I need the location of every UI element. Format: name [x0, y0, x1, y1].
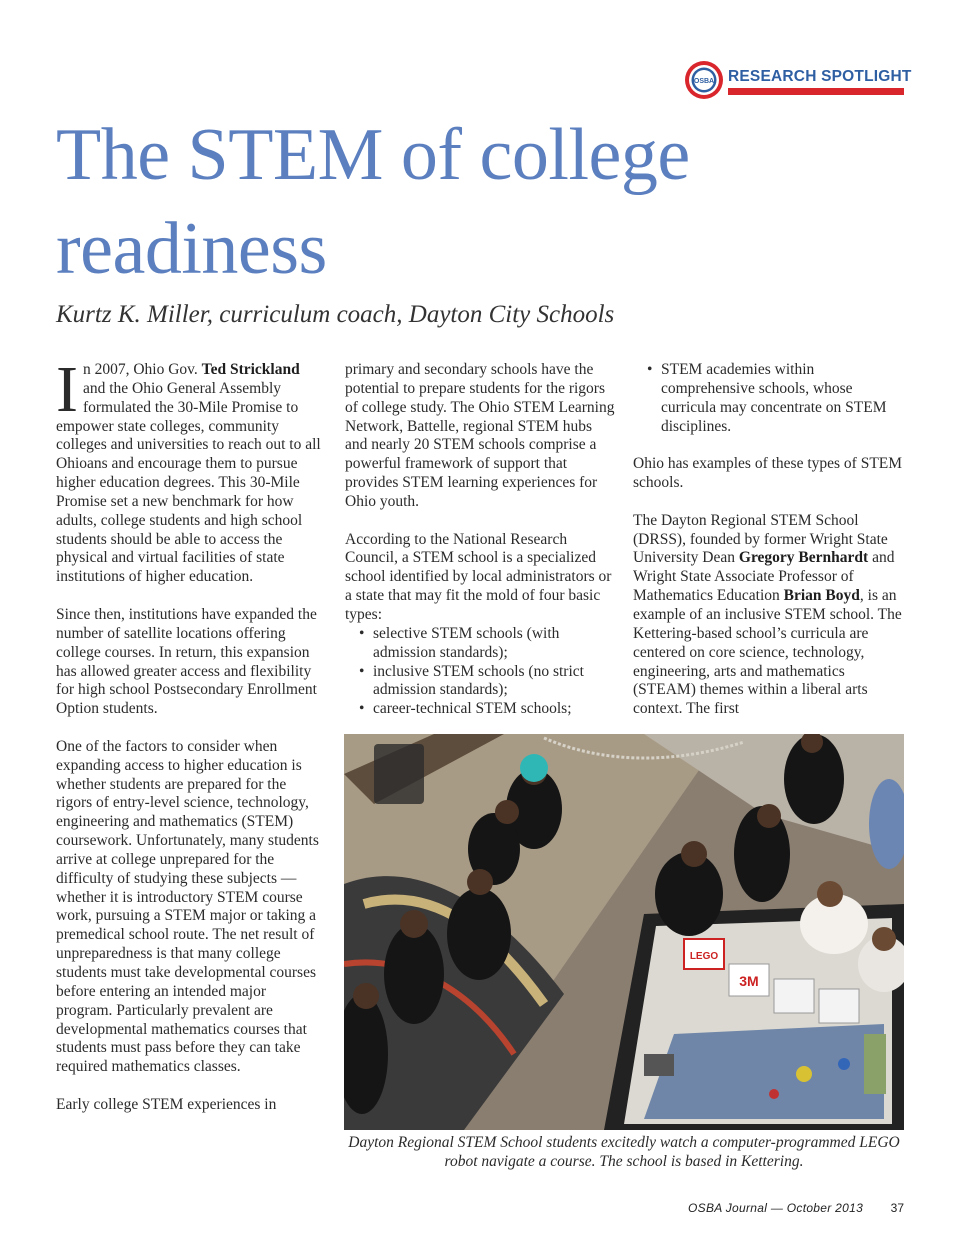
- stem-types-list-continued: [633, 361, 908, 436]
- paragraph-2: Since then, institutions have expanded the number of satellite locations offering college courses. In return, this expansion has allowed greater access and flexibility for high school Postsecondary Enrollment Option students.: [56, 605, 317, 718]
- paragraph-3: One of the factors to consider when expanding access to higher education is whether students are prepared for the rigors of entry-level science, technology, engineering and mathematics (STEM) coursework. Unfortunately, many students arrive at college unprepared for the difficulty of studying these subjects — whether it is introductory STEM course work, pursuing a STEM major or taking a premedical school route. The net result of unpreparedness is that many college students must take developmental courses before entering an intended major program. Particularly prevalent are developmental mathematics courses that students must pass before they can take required mathematics classes.: [56, 737, 319, 1076]
- list-item: • inclusive STEM schools (no strict admission standards);: [359, 663, 617, 701]
- paragraph-1-text-a: n 2007, Ohio Gov.: [82, 361, 202, 378]
- students-watching-robot-photo: [344, 734, 904, 1130]
- list-item: • career-technical STEM schools;: [359, 700, 617, 719]
- byline: Kurtz K. Miller, curriculum coach, Dayton City Schools: [56, 301, 615, 328]
- osba-seal-logo: [684, 60, 724, 100]
- column-3: [633, 361, 908, 738]
- column-1: [56, 353, 322, 1134]
- drop-cap: I: [56, 353, 78, 426]
- paragraph-7: Ohio has examples of these types of STEM schools.: [633, 455, 903, 492]
- paragraph-1: [56, 353, 322, 587]
- 3m-sign: 3M: [739, 973, 759, 989]
- name-ted-strickland: Ted Strickland: [201, 361, 300, 378]
- paragraph-5: primary and secondary schools have the potential to prepare students for the rigors of college study. The Ohio STEM Learning Network, Battelle, regional STEM hubs and nearly 20 STEM schools comprise a powerful framework of support that provides STEM learning experiences for Ohio youth.: [345, 361, 615, 510]
- page-number: 37: [890, 1201, 904, 1215]
- list-item: • STEM academies within comprehensive schools, whose curricula may concentrate on STEM disciplines.: [647, 361, 908, 436]
- list-item: • selective STEM schools (with admission standards);: [359, 625, 617, 663]
- research-spotlight-badge: [684, 60, 912, 100]
- article-title: The STEM of college readiness: [56, 114, 690, 290]
- lego-sign: LEGO: [689, 951, 719, 962]
- stem-types-list: [345, 625, 617, 719]
- paragraph-8: [633, 512, 908, 719]
- name-gregory-bernhardt: Gregory Bernhardt: [738, 549, 869, 567]
- paragraph-4: Early college STEM experiences in: [56, 1095, 277, 1113]
- column-2: [345, 361, 617, 719]
- section-underline-bar: [728, 88, 904, 95]
- page-footer: [688, 1201, 904, 1215]
- journal-name-date: OSBA Journal — October 2013: [688, 1201, 864, 1215]
- paragraph-8-text-a: The Dayton Regional STEM School (DRSS), founded by former Wright State University Dean: [633, 511, 888, 567]
- paragraph-8-text-c: and Wright State Associate Professor of Mathematics Education: [633, 549, 895, 605]
- paragraph-6: According to the National Research Council, a STEM school is a specialized school identified by local administrators or a state that may fit the mold of four basic types:: [345, 530, 612, 623]
- article-photo: [344, 734, 904, 1130]
- name-brian-boyd: Brian Boyd: [783, 587, 860, 605]
- photo-caption: Dayton Regional STEM School students excitedly watch a computer-programmed LEGO robot navigate a course. The school is based in Kettering.: [348, 1134, 900, 1170]
- paragraph-8-text-d: , is an example of an inclusive STEM school. The Kettering-based school’s curricula are centered on core science, technology, engineering, arts and mathematics (STEAM) themes within a liberal arts context. The first: [633, 587, 902, 718]
- section-label: RESEARCH SPOTLIGHT: [728, 68, 912, 85]
- svg-text:OSBA: OSBA: [693, 78, 715, 85]
- paragraph-1-text-c: and the Ohio General Assembly formulated the 30-Mile Promise to empower state colleges, community colleges and universities to reach out to all Ohioans and encourage them to pursue higher education degrees. This 30-Mile Promise set a new benchmark for how adults, college students and high school students should be able to access the physical and virtual facilities of state institutions of higher education.: [56, 379, 321, 586]
